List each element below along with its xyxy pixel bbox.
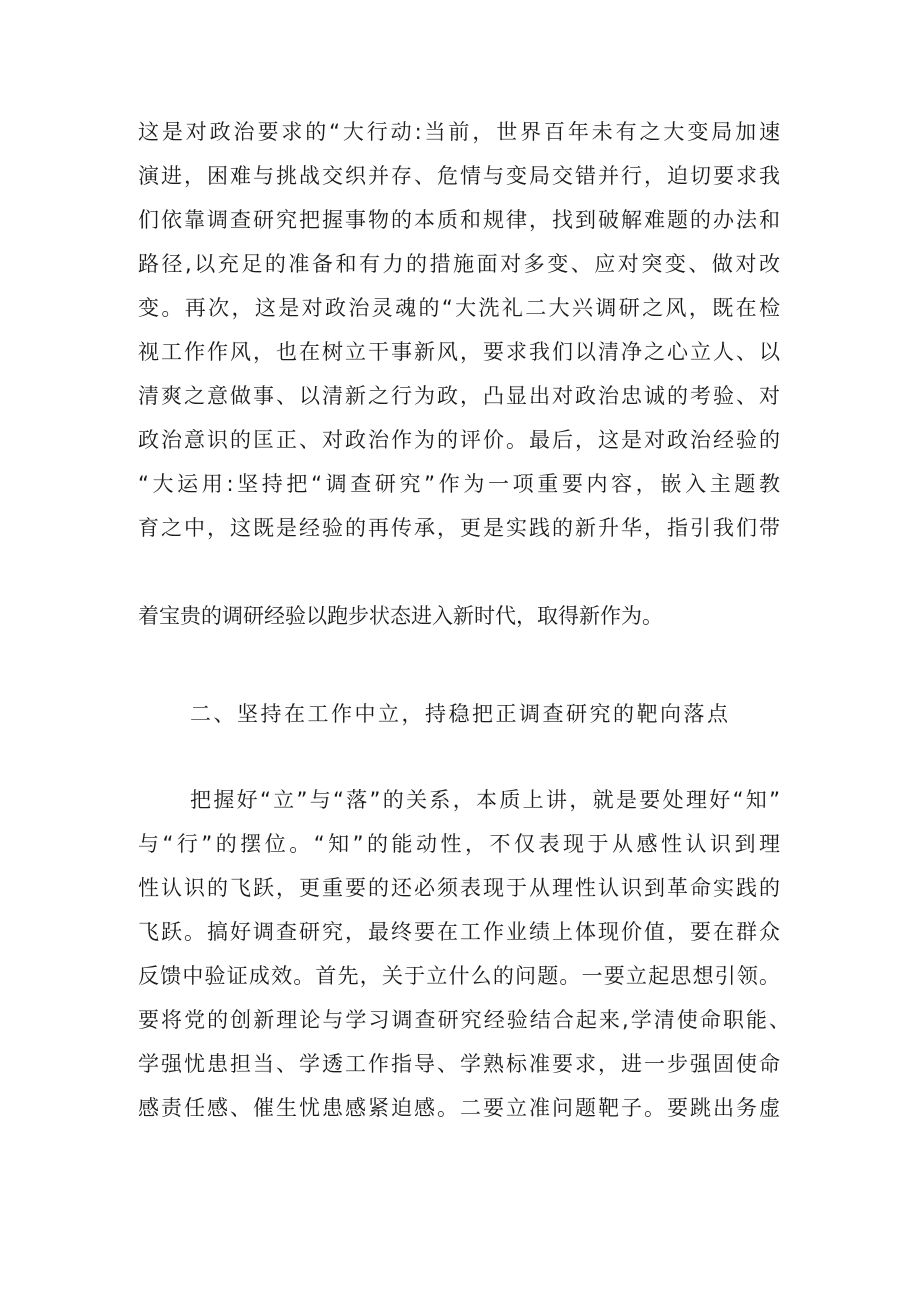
text-line: 与“行”的摆位。“知”的能动性，不仅表现于从感性认识到理: [138, 832, 780, 856]
text-line: 飞跃。搞好调查研究，最终要在工作业绩上体现价值，要在群众: [138, 920, 780, 944]
text-line: 们依靠调查研究把握事物的本质和规律，找到破解难题的办法和: [138, 208, 780, 232]
text-line: 育之中，这既是经验的再传承，更是实践的新升华，指引我们带: [138, 516, 780, 540]
text-line: 感责任感、催生忧患感紧迫感。二要立准问题靶子。要跳出务虚: [138, 1096, 780, 1120]
section-heading: 二、坚持在工作中立，持稳把正调查研究的靶向落点: [190, 702, 731, 726]
text-line: 着宝贵的调研经验以跑步状态进入新时代，取得新作为。: [138, 604, 663, 628]
text-line: 这是对政治要求的“大行动:当前，世界百年未有之大变局加速: [138, 120, 780, 144]
text-line: “大运用:坚持把“调查研究”作为一项重要内容，嵌入主题教: [138, 472, 780, 496]
text-line: 视工作作风，也在树立干事新风，要求我们以清净之心立人、以: [138, 340, 780, 364]
text-line: 清爽之意做事、以清新之行为政，凸显出对政治忠诚的考验、对: [138, 384, 780, 408]
text-line: 变。再次，这是对政治灵魂的“大洗礼二大兴调研之风，既在检: [138, 296, 780, 320]
text-line: 要将党的创新理论与学习调查研究经验结合起来,学清使命职能、: [138, 1008, 790, 1032]
text-line: 把握好“立”与“落”的关系，本质上讲，就是要处理好“知”: [190, 788, 780, 812]
text-line: 路径,以充足的准备和有力的措施面对多变、应对突变、做对改: [138, 252, 780, 276]
text-line: 政治意识的匡正、对政治作为的评价。最后，这是对政治经验的: [138, 428, 780, 452]
text-line: 性认识的飞跃，更重要的还必须表现于从理性认识到革命实践的: [138, 876, 780, 900]
text-line: 学强忧患担当、学透工作指导、学熟标准要求，进一步强固使命: [138, 1052, 780, 1076]
text-line: 演进，困难与挑战交织并存、危情与变局交错并行，迫切要求我: [138, 164, 780, 188]
text-line: 反馈中验证成效。首先，关于立什么的问题。一要立起思想引领。: [138, 964, 780, 988]
